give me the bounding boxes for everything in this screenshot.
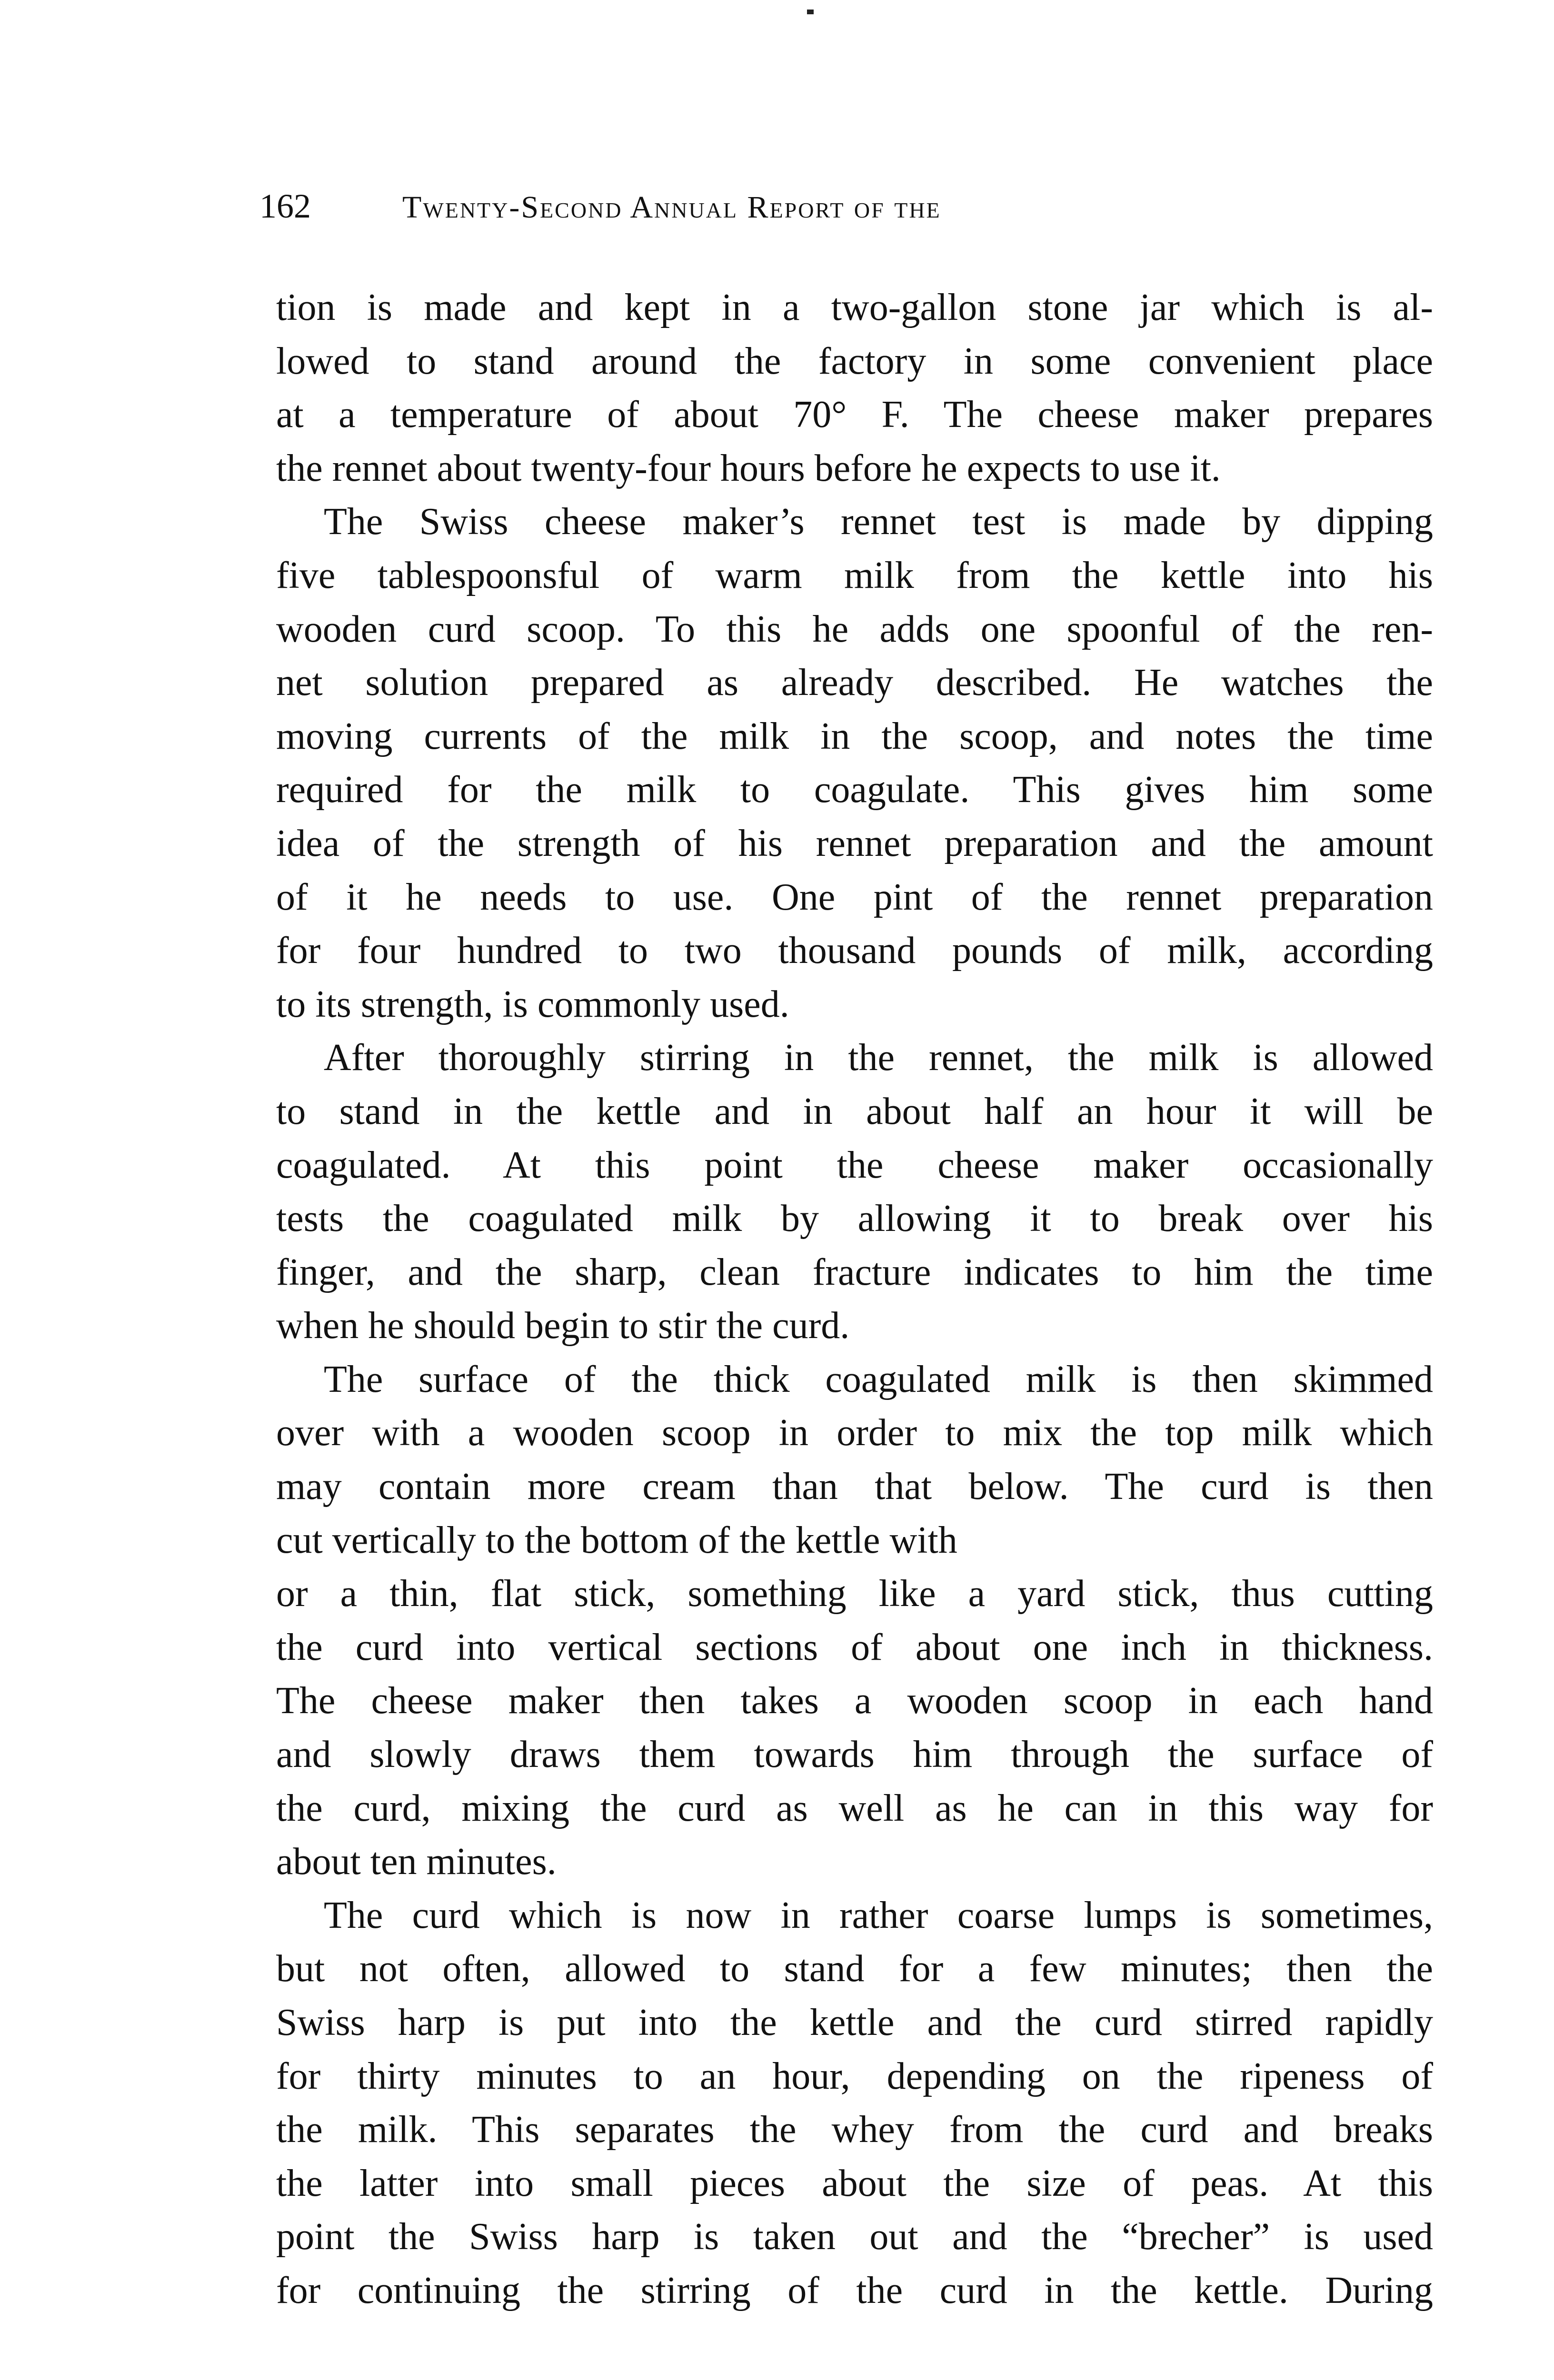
text-line: the curd, mixing the curd as well as he can in this way for — [276, 1787, 1433, 1829]
text-line: coagulated. At this point the cheese maker occasionally — [276, 1144, 1433, 1186]
text-line: lowed to stand around the factory in some convenient place — [276, 340, 1433, 382]
text-line: over with a wooden scoop in order to mix the top milk which — [276, 1412, 1433, 1454]
text-line: finger, and the sharp, clean fracture indicates to him the time — [276, 1251, 1433, 1293]
text-line: required for the milk to coagulate. This gives him some — [276, 769, 1433, 811]
text-line: the milk. This separates the whey from the curd and breaks — [276, 2109, 1433, 2151]
print-mark — [807, 10, 814, 14]
text-line: for continuing the stirring of the curd in the kettle. During — [276, 2269, 1433, 2311]
text-line: cut vertically to the bottom of the kettle with — [276, 1519, 957, 1561]
text-line: The cheese maker then takes a wooden scoop in each hand — [276, 1680, 1433, 1722]
text-line: point the Swiss harp is taken out and the “brecher” is used — [276, 2216, 1433, 2258]
page-number: 162 — [259, 187, 311, 225]
text-line: tests the coagulated milk by allowing it to break over his — [276, 1198, 1433, 1240]
text-line: After thoroughly stirring in the rennet, the milk is allowed — [324, 1037, 1433, 1079]
text-line: at a temperature of about 70° F. The cheese maker prepares — [276, 394, 1433, 436]
text-line: to its strength, is commonly used. — [276, 983, 789, 1025]
text-line: wooden curd scoop. To this he adds one spoonful of the ren- — [276, 608, 1433, 650]
text-line: net solution prepared as already described. He watches the — [276, 662, 1433, 704]
text-line: to stand in the kettle and in about half an hour it will be — [276, 1090, 1433, 1132]
text-line: for four hundred to two thousand pounds of milk, according — [276, 930, 1433, 972]
running-head: Twenty-Second Annual Report of the — [402, 190, 941, 225]
text-line: for thirty minutes to an hour, depending on the ripeness of — [276, 2055, 1433, 2097]
text-line: tion is made and kept in a two-gallon stone jar which is al- — [276, 287, 1433, 328]
text-line: about ten minutes. — [276, 1841, 557, 1883]
text-line: five tablespoonsful of warm milk from the kettle into his — [276, 554, 1433, 596]
text-line: may contain more cream than that below. The curd is then — [276, 1466, 1433, 1508]
text-line: The Swiss cheese maker’s rennet test is made by dipping — [324, 501, 1433, 543]
text-line: The surface of the thick coagulated milk is then skimmed — [324, 1358, 1433, 1400]
text-line: or a thin, flat stick, something like a yard stick, thus cutting — [276, 1573, 1433, 1615]
text-line: the curd into vertical sections of about one inch in thickness. — [276, 1626, 1433, 1668]
text-line: but not often, allowed to stand for a few minutes; then the — [276, 1948, 1433, 1990]
text-line: of it he needs to use. One pint of the rennet preparation — [276, 876, 1433, 918]
text-line: the latter into small pieces about the size of peas. At this — [276, 2162, 1433, 2204]
text-line: moving currents of the milk in the scoop, and notes the time — [276, 715, 1433, 757]
text-line: and slowly draws them towards him through the surface of — [276, 1734, 1433, 1776]
body-text — [276, 281, 1433, 2318]
text-line: The curd which is now in rather coarse lumps is sometimes, — [324, 1894, 1433, 1936]
text-line: Swiss harp is put into the kettle and the curd stirred rapidly — [276, 2002, 1433, 2043]
text-line: the rennet about twenty-four hours before he expects to use it. — [276, 447, 1221, 489]
page-header — [259, 187, 1431, 239]
text-line: when he should begin to stir the curd. — [276, 1305, 850, 1347]
text-line: idea of the strength of his rennet preparation and the amount — [276, 822, 1433, 864]
